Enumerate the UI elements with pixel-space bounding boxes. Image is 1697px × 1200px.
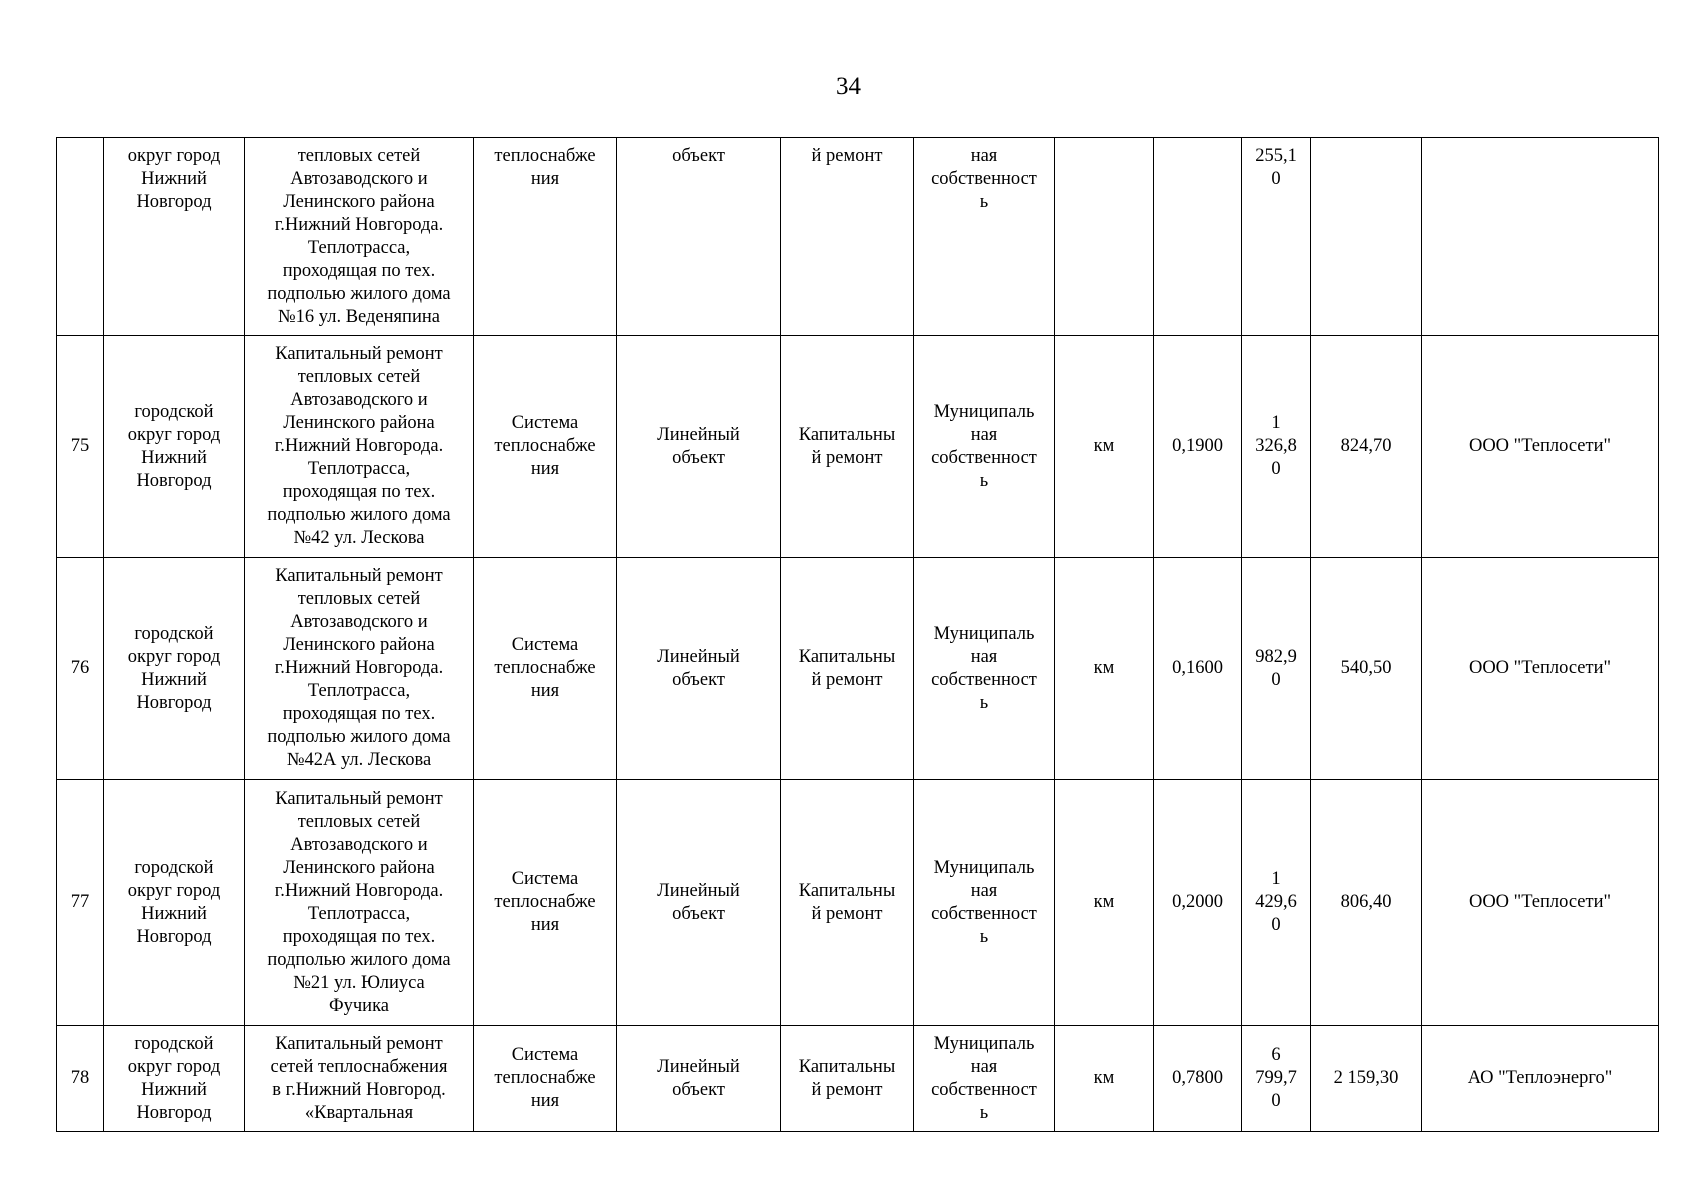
system-cell — [474, 558, 617, 780]
cell-line: 255,1 — [1255, 146, 1297, 166]
cost-cell — [1242, 780, 1311, 1026]
row-number-cell: 76 — [57, 558, 104, 780]
cell-line: тепловых сетей — [297, 811, 421, 832]
cell-line: ния — [530, 915, 560, 935]
unit-cell — [1055, 138, 1154, 336]
work-name-cell — [245, 138, 474, 336]
ownership-cell — [914, 138, 1055, 336]
object-type-cell — [617, 138, 781, 336]
cell-line: тепловых сетей — [297, 367, 421, 387]
cell-line: г.Нижний Новгорода. — [274, 215, 444, 235]
cell-line: ь — [979, 470, 989, 491]
work-type-cell — [781, 780, 914, 1026]
work-type-cell — [781, 1026, 914, 1132]
cell-line: теплоснабже — [494, 892, 596, 912]
cell-line: Нижний — [141, 1079, 207, 1100]
cell-line: собственност — [931, 1079, 1037, 1100]
cell-line: №42А ул. Лескова — [286, 750, 432, 770]
organization-cell: ООО "Теплосети" — [1422, 558, 1659, 780]
row-number-cell — [57, 138, 104, 336]
length-cell: 0,1600 — [1154, 558, 1242, 780]
works-table — [56, 137, 1659, 1132]
cell-line: Нижний — [141, 447, 207, 468]
length-cell: 0,7800 — [1154, 1026, 1242, 1132]
cell-line: ь — [979, 1102, 989, 1123]
cell-line: 1 — [1271, 869, 1281, 889]
cell-line: подполью жилого дома — [267, 505, 451, 525]
cell-line: Автозаводского и — [290, 834, 428, 855]
cell-line: 0 — [1271, 169, 1281, 189]
cell-line: объект — [672, 903, 725, 924]
row-number-cell: 77 — [57, 780, 104, 1026]
cell-line: Капитальны — [798, 646, 896, 667]
cell-line: Муниципаль — [933, 1033, 1035, 1054]
cell-line: объект — [672, 1079, 725, 1100]
value-cell: 806,40 — [1311, 780, 1422, 1026]
cell-line: Автозаводского и — [290, 169, 428, 189]
cell-line: Линейный — [657, 880, 740, 901]
cell-line: округ город — [127, 146, 221, 166]
cell-line: собственност — [931, 447, 1037, 468]
cell-line: г.Нижний Новгорода. — [274, 880, 444, 901]
cell-line: ная — [970, 646, 998, 667]
table-body — [57, 138, 1659, 1132]
cell-line: ная — [970, 424, 998, 445]
cell-line: Линейный — [657, 646, 740, 667]
value-cell: 2 159,30 — [1311, 1026, 1422, 1132]
cell-line: й ремонт — [811, 669, 883, 690]
cell-line: №21 ул. Юлиуса — [293, 972, 425, 993]
cost-cell — [1242, 138, 1311, 336]
cell-line: 326,8 — [1255, 436, 1297, 456]
cell-line: 429,6 — [1255, 892, 1297, 912]
cell-line: подполью жилого дома — [267, 727, 451, 747]
cell-line: теплоснабже — [494, 658, 596, 678]
cell-line: й ремонт — [811, 903, 883, 924]
cell-line: г.Нижний Новгорода. — [274, 658, 444, 678]
cell-line: округ город — [127, 646, 221, 667]
cell-line: 0 — [1271, 915, 1281, 935]
system-cell — [474, 336, 617, 558]
object-type-cell — [617, 1026, 781, 1132]
organization-cell: ООО "Теплосети" — [1422, 780, 1659, 1026]
cell-line: Муниципаль — [933, 401, 1035, 422]
cell-line: Автозаводского и — [290, 390, 428, 410]
cell-line: 982,9 — [1255, 646, 1297, 667]
cell-line: сетей теплоснабжения — [270, 1056, 448, 1077]
ownership-cell — [914, 1026, 1055, 1132]
cell-line: Система — [511, 635, 579, 655]
object-type-cell — [617, 558, 781, 780]
table-row — [57, 780, 1659, 1026]
municipality-cell — [104, 558, 245, 780]
cell-line: Новгород — [136, 192, 212, 212]
cell-line: ь — [979, 692, 989, 713]
unit-cell: км — [1055, 558, 1154, 780]
municipality-cell — [104, 138, 245, 336]
cell-line: Капитальны — [798, 1056, 896, 1077]
cell-line: ния — [530, 1091, 560, 1111]
organization-cell — [1422, 138, 1659, 336]
cell-line: объект — [672, 669, 725, 690]
system-cell — [474, 1026, 617, 1132]
cell-line: округ город — [127, 424, 221, 445]
cell-line: объект — [672, 447, 725, 468]
cell-line: Линейный — [657, 1056, 740, 1077]
cell-line: округ город — [127, 880, 221, 901]
cell-line: объект — [672, 146, 725, 166]
municipality-cell — [104, 336, 245, 558]
cell-line: теплоснабже — [494, 146, 596, 166]
cell-line: городской — [134, 623, 214, 644]
cell-line: ная — [970, 880, 998, 901]
municipality-cell — [104, 780, 245, 1026]
ownership-cell — [914, 780, 1055, 1026]
page-number: 34 — [836, 73, 861, 100]
length-cell: 0,2000 — [1154, 780, 1242, 1026]
cell-line: Нижний — [141, 669, 207, 690]
cell-line: тепловых сетей — [297, 589, 421, 609]
cell-line: ния — [530, 681, 560, 701]
cell-line: теплоснабже — [494, 436, 596, 456]
cell-line: собственност — [931, 903, 1037, 924]
cell-line: Муниципаль — [933, 857, 1035, 878]
cell-line: подполью жилого дома — [267, 284, 451, 304]
cell-line: Теплотрасса, — [307, 903, 411, 924]
cell-line: ная — [970, 146, 998, 166]
cell-line: ния — [530, 169, 560, 189]
cell-line: подполью жилого дома — [267, 949, 451, 970]
cell-line: Новгород — [136, 692, 212, 713]
cell-line: тепловых сетей — [297, 146, 421, 166]
cell-line: проходящая по тех. — [282, 926, 436, 947]
system-cell — [474, 780, 617, 1026]
cell-line: Автозаводского и — [290, 612, 428, 632]
municipality-cell — [104, 1026, 245, 1132]
row-number-cell: 75 — [57, 336, 104, 558]
work-name-cell — [245, 780, 474, 1026]
value-cell: 540,50 — [1311, 558, 1422, 780]
cell-line: округ город — [127, 1056, 221, 1077]
cell-line: ния — [530, 459, 560, 479]
cell-line: Новгород — [136, 1102, 212, 1123]
object-type-cell — [617, 336, 781, 558]
cell-line: городской — [134, 1033, 214, 1054]
cell-line: проходящая по тех. — [282, 261, 436, 281]
cell-line: Ленинского района — [283, 413, 435, 433]
cell-line: проходящая по тех. — [282, 704, 436, 724]
table-row — [57, 336, 1659, 558]
organization-cell: АО "Теплоэнерго" — [1422, 1026, 1659, 1132]
cell-line: ная — [970, 1056, 998, 1077]
cell-line: Система — [511, 413, 579, 433]
cell-line: г.Нижний Новгорода. — [274, 436, 444, 456]
cell-line: №42 ул. Лескова — [293, 528, 425, 548]
cell-line: Теплотрасса, — [307, 238, 411, 258]
system-cell — [474, 138, 617, 336]
cell-line: Система — [511, 869, 579, 889]
unit-cell: км — [1055, 336, 1154, 558]
value-cell — [1311, 138, 1422, 336]
cell-line: Капитальный ремонт — [275, 344, 443, 364]
cell-line: городской — [134, 857, 214, 878]
cell-line: ь — [979, 926, 989, 947]
cell-line: в г.Нижний Новгород. — [272, 1079, 446, 1100]
work-type-cell — [781, 558, 914, 780]
length-cell — [1154, 138, 1242, 336]
cell-line: Нижний — [141, 903, 207, 924]
cell-line: 0 — [1271, 459, 1281, 479]
length-cell: 0,1900 — [1154, 336, 1242, 558]
cell-line: 1 — [1271, 413, 1281, 433]
cell-line: Фучика — [329, 995, 389, 1016]
work-name-cell — [245, 336, 474, 558]
cell-line: ь — [979, 192, 989, 212]
cell-line: Теплотрасса, — [307, 681, 411, 701]
table-row — [57, 558, 1659, 780]
cell-line: Муниципаль — [933, 623, 1035, 644]
cell-line: Ленинского района — [283, 857, 435, 878]
cell-line: городской — [134, 401, 214, 422]
cell-line: Линейный — [657, 424, 740, 445]
work-name-cell — [245, 1026, 474, 1132]
cell-line: №16 ул. Веденяпина — [278, 307, 440, 327]
cell-line: собственност — [931, 669, 1037, 690]
table-row — [57, 1026, 1659, 1132]
cell-line: Ленинского района — [283, 192, 435, 212]
cell-line: «Квартальная — [304, 1102, 414, 1123]
cost-cell — [1242, 336, 1311, 558]
cell-line: 0 — [1271, 1091, 1281, 1111]
table-row — [57, 138, 1659, 336]
cell-line: й ремонт — [811, 146, 883, 166]
ownership-cell — [914, 336, 1055, 558]
cell-line: Нижний — [141, 169, 207, 189]
cell-line: проходящая по тех. — [282, 482, 436, 502]
cell-line: й ремонт — [811, 447, 883, 468]
unit-cell: км — [1055, 1026, 1154, 1132]
cell-line: 799,7 — [1255, 1068, 1297, 1088]
cell-line: Капитальны — [798, 424, 896, 445]
cell-line: Система — [511, 1045, 579, 1065]
object-type-cell — [617, 780, 781, 1026]
cell-line: Капитальный ремонт — [275, 788, 443, 809]
cell-line: Капитальны — [798, 880, 896, 901]
value-cell: 824,70 — [1311, 336, 1422, 558]
work-type-cell — [781, 138, 914, 336]
unit-cell: км — [1055, 780, 1154, 1026]
cell-line: Теплотрасса, — [307, 459, 411, 479]
ownership-cell — [914, 558, 1055, 780]
work-type-cell — [781, 336, 914, 558]
row-number-cell: 78 — [57, 1026, 104, 1132]
cell-line: Ленинского района — [283, 635, 435, 655]
cell-line: 6 — [1271, 1045, 1281, 1065]
cost-cell — [1242, 558, 1311, 780]
cell-line: Новгород — [136, 926, 212, 947]
work-name-cell — [245, 558, 474, 780]
organization-cell: ООО "Теплосети" — [1422, 336, 1659, 558]
cell-line: 0 — [1271, 669, 1281, 690]
cell-line: собственност — [931, 169, 1037, 189]
cost-cell — [1242, 1026, 1311, 1132]
cell-line: Новгород — [136, 470, 212, 491]
cell-line: теплоснабже — [494, 1068, 596, 1088]
cell-line: Капитальный ремонт — [275, 1033, 443, 1054]
cell-line: Капитальный ремонт — [275, 566, 443, 586]
cell-line: й ремонт — [811, 1079, 883, 1100]
